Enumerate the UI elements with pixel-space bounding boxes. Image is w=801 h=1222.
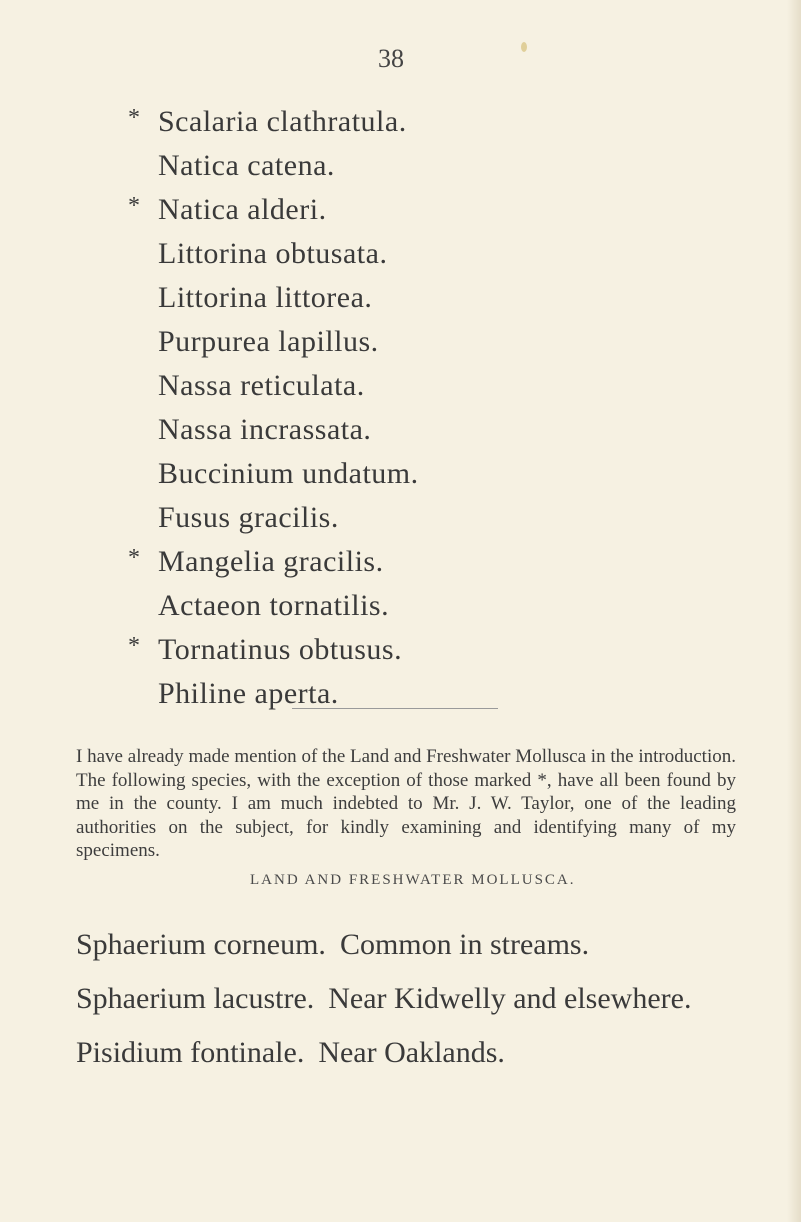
species-name: Sphaerium corneum. [76, 928, 326, 961]
species-name: Mangelia gracilis. [158, 545, 384, 578]
section-heading: LAND AND FRESHWATER MOLLUSCA. [250, 872, 576, 888]
freshwater-species-list [76, 918, 691, 1080]
species-name: Fusus gracilis. [158, 501, 339, 534]
species-name: Sphaerium lacustre. [76, 982, 315, 1015]
species-name: Buccinium undatum. [158, 457, 419, 490]
species-name: Actaeon tornatilis. [158, 589, 390, 622]
species-name: Scalaria clathratula. [158, 105, 407, 138]
intro-paragraph: I have already made mention of the Land and Freshwater Mollusca in the introduction. The following species, with the exception of those marked *, have all been found by me in the county. I am much indebted to Mr. J. W. Taylor, one of the leading authorities on the subject, for kindly examining and identifying many of my specimens. [76, 746, 736, 862]
species-note: Near Kidwelly and elsewhere. [328, 982, 692, 1015]
species-name: Natica catena. [158, 149, 335, 182]
paper-stain-mark [521, 42, 527, 52]
list-item [76, 1026, 691, 1080]
section-divider [292, 708, 498, 709]
species-name: Purpurea lapillus. [158, 325, 379, 358]
species-name: Natica alderi. [158, 193, 327, 226]
species-name: Littorina obtusata. [158, 237, 388, 270]
species-name: Littorina littorea. [158, 281, 373, 314]
asterisk-mark: * [128, 105, 141, 131]
species-name: Pisidium fontinale. [76, 1036, 305, 1069]
list-item [76, 972, 691, 1026]
species-name: Nassa reticulata. [158, 369, 365, 402]
page-edge-shadow [787, 0, 801, 1222]
list-item [76, 918, 691, 972]
species-name: Nassa incrassata. [158, 413, 372, 446]
species-note: Common in streams. [339, 928, 590, 961]
species-name: Philine aperta. [158, 677, 339, 710]
species-name: Tornatinus obtusus. [158, 633, 403, 666]
asterisk-mark: * [128, 545, 141, 571]
page-number: 38 [378, 44, 404, 73]
asterisk-mark: * [128, 193, 141, 219]
species-note: Near Oaklands. [318, 1036, 505, 1069]
asterisk-mark: * [128, 633, 141, 659]
